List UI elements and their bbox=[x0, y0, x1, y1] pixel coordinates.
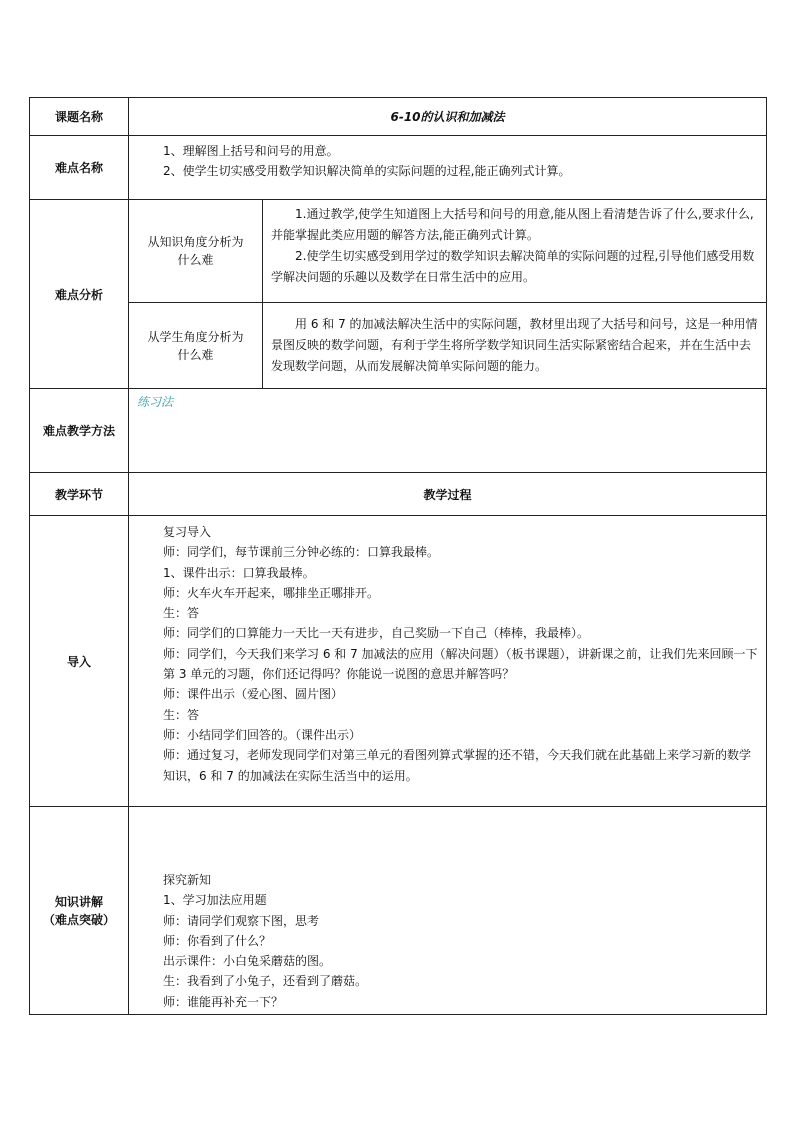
knowledge-angle-line: 什么难 bbox=[177, 253, 214, 267]
course-row bbox=[30, 98, 767, 136]
student-angle-text bbox=[263, 303, 767, 389]
knowledge-angle-text bbox=[263, 200, 767, 303]
knowledge-line: 生：我看到了小兔子，还看到了蘑菇。 bbox=[163, 974, 368, 989]
intro-line: 生：答 bbox=[163, 707, 200, 722]
difficulty-row bbox=[30, 136, 767, 200]
course-title: 6-10的认识和加减法 bbox=[129, 98, 767, 136]
knowledge-paragraph-2: 2.使学生切实感受到用学过的数学知识去解决简单的实际问题的过程,引导他们感受用数学解决问题的乐趣以及数学在日常生活中的应用。 bbox=[271, 249, 755, 284]
student-angle-label bbox=[129, 303, 263, 389]
intro-line: 师：同学们，今天我们来学习 6 和 7 加减法的应用（解决问题）（板书课题），讲新课之前，让我们先来回顾一下第 3 单元的习题，你们还记得吗？你能说一说图的意思并解答吗？ bbox=[163, 646, 758, 682]
knowledge-label bbox=[30, 807, 129, 1015]
lesson-plan-table bbox=[29, 97, 767, 1015]
knowledge-row bbox=[30, 807, 767, 1015]
intro-line: 师：同学们，每节课前三分钟必练的：口算我最棒。 bbox=[163, 545, 440, 560]
intro-label: 导入 bbox=[30, 516, 129, 807]
student-angle-line: 从学生角度分析为 bbox=[147, 329, 244, 344]
intro-line: 师：通过复习，老师发现同学们对第三单元的看图列算式掌握的还不错，今天我们就在此基础上来学习新的数学知识，6 和 7 的加减法在实际生活当中的运用。 bbox=[163, 748, 752, 783]
process-step-header: 教学环节 bbox=[30, 473, 129, 516]
student-paragraph: 用 6 和 7 的加减法解决生活中的实际问题，教材里出现了大括号和问号，这是一种用情景图反映的数学问题，有利于学生将所学数学知识同生活实际紧密结合起来，并在生活中去发现数学问题，从而发展解决简单实际问题的能力。 bbox=[271, 317, 758, 373]
knowledge-label-line: （难点突破） bbox=[42, 912, 115, 927]
knowledge-label-line: 知识讲解 bbox=[54, 894, 103, 909]
knowledge-angle-label bbox=[129, 200, 263, 303]
intro-line: 师：小结同学们回答的。（课件出示） bbox=[163, 727, 362, 742]
student-angle-line: 什么难 bbox=[177, 347, 214, 362]
method-row bbox=[30, 389, 767, 473]
intro-line: 师：火车火车开起来，哪排坐正哪排开。 bbox=[163, 585, 380, 600]
analysis-knowledge-row bbox=[30, 200, 767, 303]
process-content-header: 教学过程 bbox=[129, 473, 767, 516]
knowledge-line: 1、学习加法应用题 bbox=[163, 893, 267, 908]
analysis-label: 难点分析 bbox=[30, 200, 129, 389]
knowledge-line: 师：谁能再补充一下？ bbox=[163, 994, 284, 1009]
difficulty-item: 1、理解图上括号和问号的用意。 bbox=[163, 144, 339, 158]
knowledge-paragraph-1: 1.通过教学,使学生知道图上大括号和问号的用意,能从图上看清楚告诉了什么,要求什么,并能掌握此类应用题的解答方法,能正确列式计算。 bbox=[271, 207, 754, 242]
knowledge-line: 师：你看到了什么？ bbox=[163, 933, 272, 948]
intro-row bbox=[30, 516, 767, 807]
method-value: 练习法 bbox=[137, 395, 174, 409]
knowledge-content bbox=[129, 807, 767, 1015]
intro-line: 师：课件出示（爱心图、圆片图） bbox=[163, 687, 344, 702]
method-label: 难点教学方法 bbox=[30, 389, 129, 473]
intro-line: 生：答 bbox=[163, 606, 200, 621]
analysis-student-row bbox=[30, 303, 767, 389]
intro-content bbox=[129, 516, 767, 807]
process-header-row bbox=[30, 473, 767, 516]
difficulty-label: 难点名称 bbox=[30, 136, 129, 200]
intro-line: 师：同学们的口算能力一天比一天有进步，自己奖励一下自己（棒棒，我最棒）。 bbox=[163, 626, 590, 641]
method-cell bbox=[129, 389, 767, 473]
knowledge-angle-line: 从知识角度分析为 bbox=[147, 235, 244, 249]
course-label: 课题名称 bbox=[30, 98, 129, 136]
knowledge-line: 师：请同学们观察下图，思考 bbox=[163, 913, 320, 928]
knowledge-line: 出示课件：小白兔采蘑菇的图。 bbox=[163, 954, 332, 969]
difficulty-item: 2、使学生切实感受用数学知识解决简单的实际问题的过程,能正确列式计算。 bbox=[163, 164, 571, 178]
intro-line: 复习导入 bbox=[163, 525, 212, 539]
knowledge-line: 探究新知 bbox=[163, 873, 212, 887]
intro-line: 1、课件出示：口算我最棒。 bbox=[163, 565, 315, 580]
difficulty-content bbox=[129, 136, 767, 200]
